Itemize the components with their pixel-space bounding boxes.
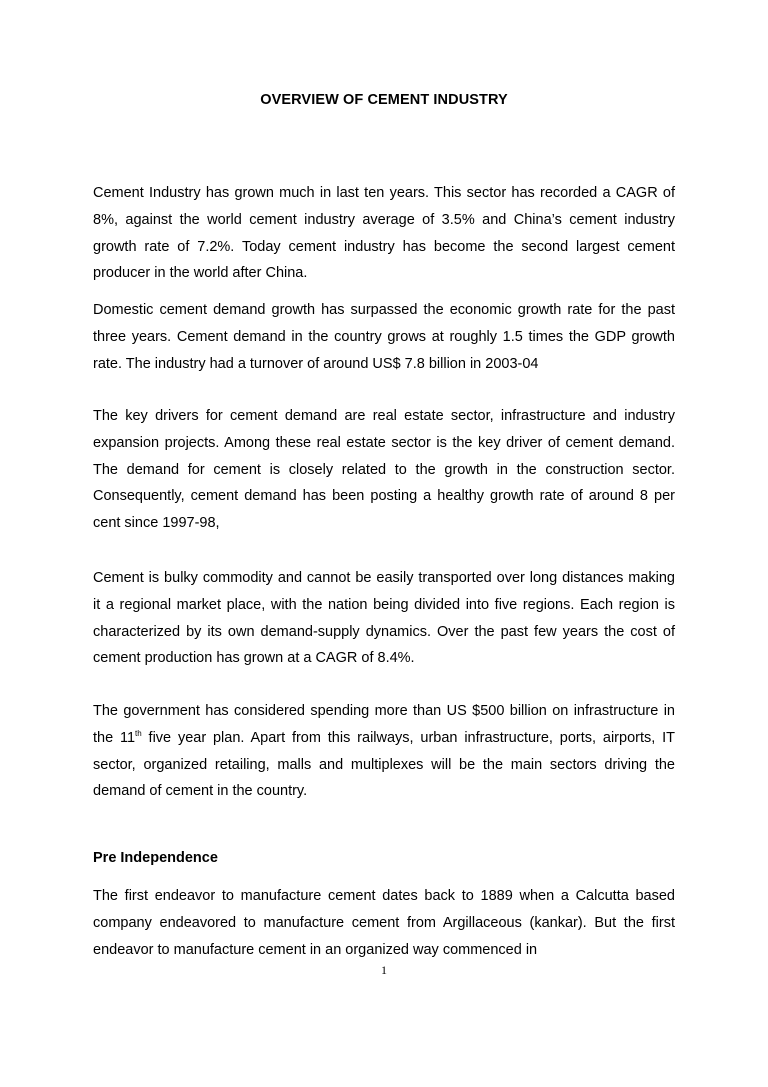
paragraph-5-superscript: th <box>135 728 142 738</box>
page-number: 1 <box>381 963 387 977</box>
paragraph-5-text-before: The government has considered spending more than US $500 billion on infrastructure in the 11 <box>93 703 675 746</box>
paragraph-2: Domestic cement demand growth has surpassed the economic growth rate for the past three years. Cement demand in the country grows at roughly 1.5 times the GDP growth rate. The industry had a turnover of around US$ 7.8 billion in 2003-04 <box>93 302 675 372</box>
paragraph-3: The key drivers for cement demand are real estate sector, infrastructure and industry expansion projects. Among these real estate sector is the key driver of cement demand. The demand for cement is closely related to the growth in the construction sector. Consequently, cement demand has been posting a healthy growth rate of around 8 per cent since 1997-98, <box>93 408 675 532</box>
paragraph-1: Cement Industry has grown much in last ten years. This sector has recorded a CAGR of 8%, against the world cement industry average of 3.5% and China’s cement industry growth rate of 7.2%. Today cement industry has become the second largest cement producer in the world after China. <box>93 185 675 282</box>
page-title: OVERVIEW OF CEMENT INDUSTRY <box>260 92 508 108</box>
paragraph-5 <box>93 698 675 805</box>
section-paragraph: The first endeavor to manufacture cement dates back to 1889 when a Calcutta based company endeavored to manufacture cement from Argillaceous (kankar). But the first endeavor to manufacture cement in an organized way commenced in <box>93 888 675 958</box>
paragraph-5-text-after: five year plan. Apart from this railways, urban infrastructure, ports, airports, IT sector, organized retailing, malls and multiplexes will be the main sectors driving the demand of cement in the country. <box>93 729 675 800</box>
section-heading: Pre Independence <box>93 850 218 866</box>
paragraph-4: Cement is bulky commodity and cannot be easily transported over long distances making it a regional market place, with the nation being divided into five regions. Each region is characterized by its own demand-supply dynamics. Over the past few years the cost of cement production has grown at a CAGR of 8.4%. <box>93 570 675 667</box>
